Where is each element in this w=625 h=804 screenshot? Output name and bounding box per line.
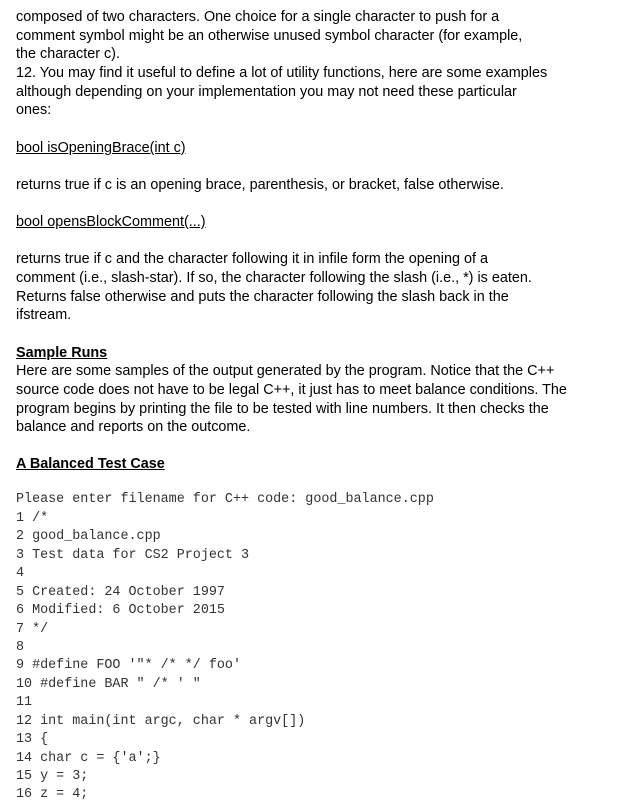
function-description-line: ifstream.: [16, 307, 72, 323]
intro-line: 12. You may find it useful to define a lot of utility functions, here are some examples: [16, 65, 548, 81]
code-line: Please enter filename for C++ code: good_balance.cpp: [16, 492, 434, 507]
intro-line: composed of two characters. One choice for a single character to push for a: [16, 9, 500, 25]
code-line: 4: [16, 566, 25, 581]
code-line: 3 Test data for CS2 Project 3: [16, 548, 250, 563]
code-line: 5 Created: 24 October 1997: [16, 585, 225, 600]
code-line: 13 {: [16, 732, 49, 747]
sample-runs-line: program begins by printing the file to be tested with line numbers. It then checks the: [16, 401, 549, 417]
intro-line: ones:: [16, 102, 52, 118]
function-signature-is-opening-brace: bool isOpeningBrace(int c): [16, 140, 186, 156]
function-description: returns true if c is an opening brace, parenthesis, or bracket, false otherwise.: [16, 177, 504, 193]
intro-line: comment symbol might be an otherwise unused symbol character (for example,: [16, 28, 523, 44]
balanced-test-case-heading: A Balanced Test Case: [16, 456, 165, 472]
function-description-line: Returns false otherwise and puts the character following the slash back in the: [16, 289, 509, 305]
sample-runs-line: Here are some samples of the output generated by the program. Notice that the C++: [16, 363, 555, 379]
code-line: 11: [16, 695, 33, 710]
code-line: 2 good_balance.cpp: [16, 529, 161, 544]
intro-line: the character c).: [16, 46, 120, 62]
code-line: 1 /*: [16, 511, 49, 526]
sample-runs-line: balance and reports on the outcome.: [16, 419, 251, 435]
function-description-line: comment (i.e., slash-star). If so, the character following the slash (i.e., *) is eaten.: [16, 270, 532, 286]
code-line: 7 */: [16, 622, 49, 637]
code-line: 9 #define FOO '"* /* */ foo': [16, 658, 241, 673]
code-line: 15 y = 3;: [16, 769, 89, 784]
code-line: 14 char c = {'a';}: [16, 751, 161, 766]
intro-line: although depending on your implementation you may not need these particular: [16, 84, 517, 100]
code-line: 8: [16, 640, 25, 655]
code-line: 16 z = 4;: [16, 787, 89, 802]
code-line: 12 int main(int argc, char * argv[]): [16, 714, 306, 729]
sample-runs-line: source code does not have to be legal C++, it just has to meet balance conditions. The: [16, 382, 567, 398]
function-description-line: returns true if c and the character following it in infile form the opening of a: [16, 251, 488, 267]
code-line: 6 Modified: 6 October 2015: [16, 603, 225, 618]
function-signature-opens-block-comment: bool opensBlockComment(...): [16, 214, 206, 230]
sample-runs-heading: Sample Runs: [16, 345, 108, 361]
code-line: 10 #define BAR " /* ' ": [16, 677, 201, 692]
